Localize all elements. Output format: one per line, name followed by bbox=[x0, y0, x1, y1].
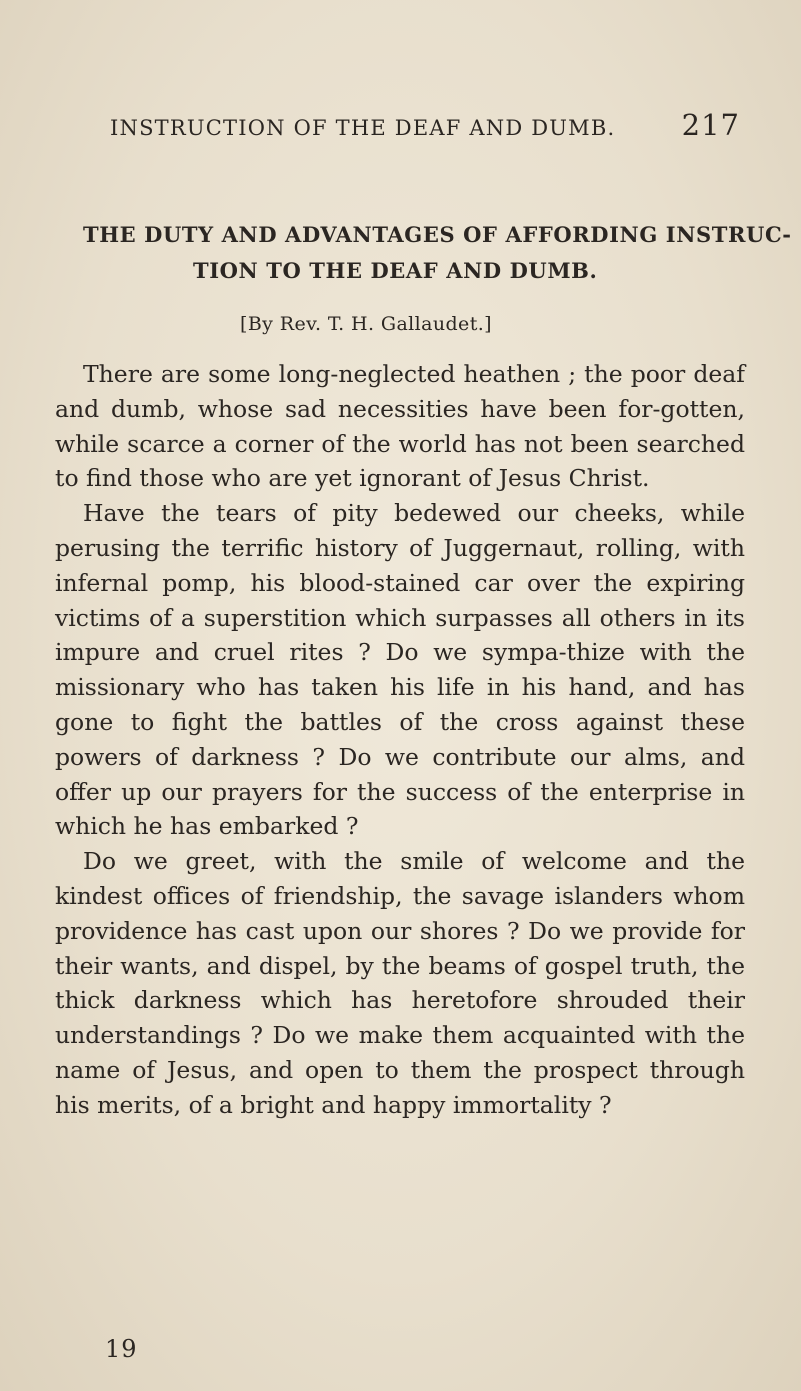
paragraph: There are some long-neglected heathen ; the poor deaf and dumb, whose sad necessities have been for-gotten, while scarce a corner of the world has not been searched to find those who are yet ignorant of Jesus Christ. bbox=[55, 360, 745, 493]
byline: [By Rev. T. H. Gallaudet.] bbox=[240, 313, 492, 335]
article-body bbox=[55, 357, 745, 1123]
running-head bbox=[110, 108, 740, 148]
paragraph: Do we greet, with the smile of welcome and the kindest offices of friendship, the savage islanders whom providence has cast upon our shores ? Do we provide for their wants, and dispel, by the beams of gospel truth, the thick darkness which has heretofore shrouded their understandings ? Do we make them acquainted with the name of Jesus, and open to them the prospect through his merits, of a bright and happy immortality ? bbox=[55, 847, 745, 1119]
paragraph: Have the tears of pity bedewed our cheeks, while perusing the terrific history of Juggernaut, rolling, with infernal pomp, his blood-stained car over the expiring victims of a superstition which surpasses all others in its impure and cruel rites ? Do we sympa-thize with the missionary who has taken his life in his hand, and has gone to fight the battles of the cross against these powers of darkness ? Do we contribute our alms, and offer up our prayers for the success of the enterprise in which he has embarked ? bbox=[55, 499, 745, 841]
running-head-title: INSTRUCTION OF THE DEAF AND DUMB. bbox=[110, 116, 616, 140]
signature-mark: 19 bbox=[105, 1335, 138, 1363]
page-number: 217 bbox=[681, 108, 740, 142]
article-title bbox=[83, 217, 792, 289]
article-title-line-2: TION TO THE DEAF AND DUMB. bbox=[193, 258, 598, 283]
article-title-line-1: THE DUTY AND ADVANTAGES OF AFFORDING INSTRUC- bbox=[83, 222, 792, 247]
